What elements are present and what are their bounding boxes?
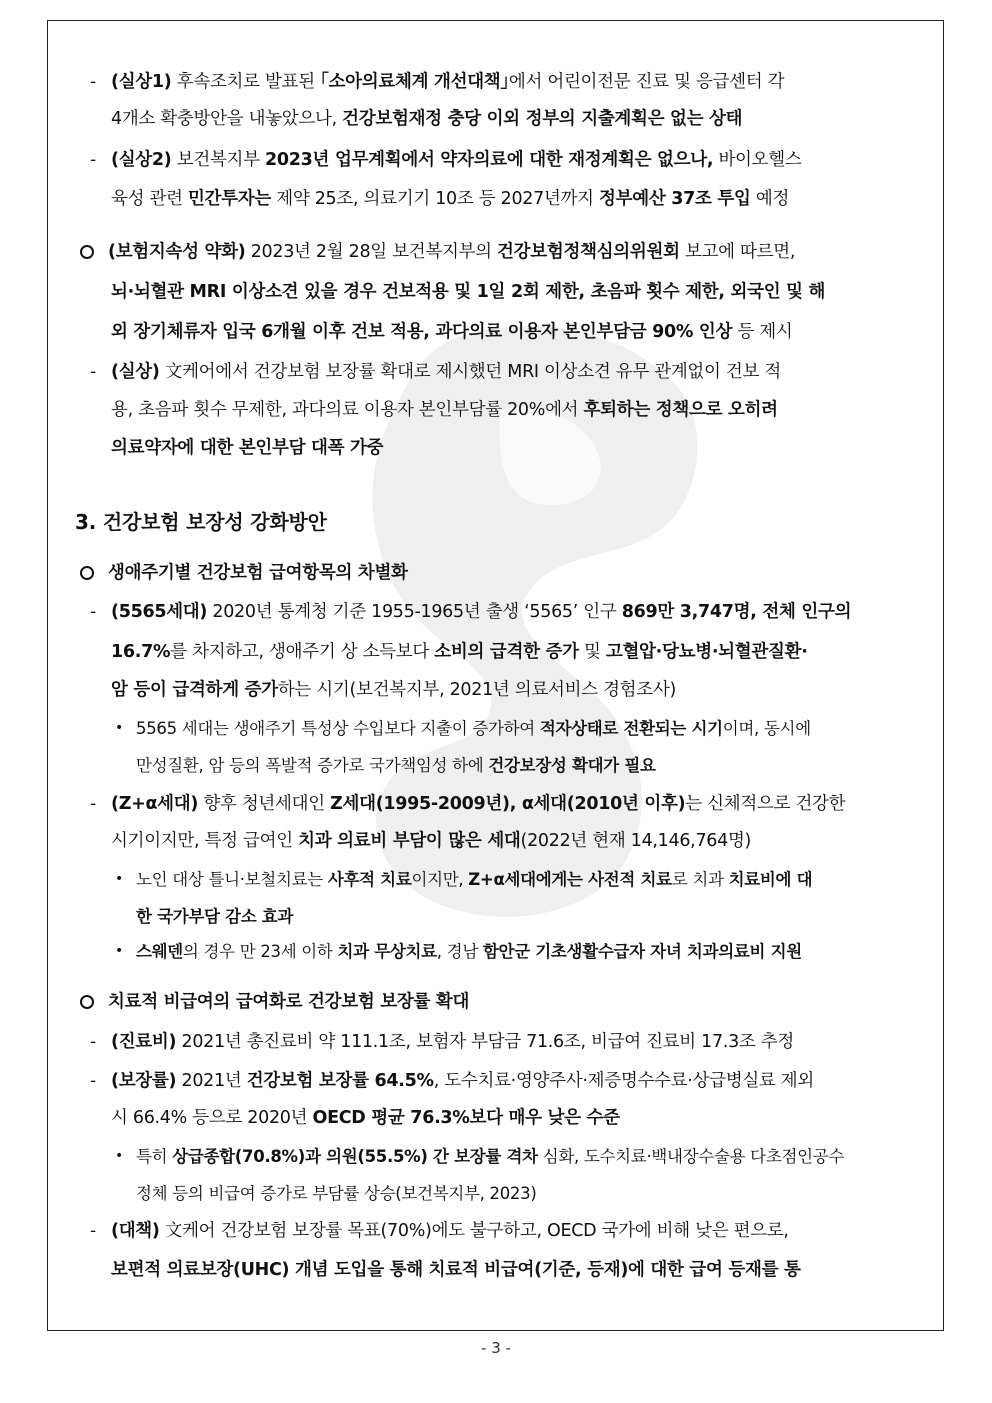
line-12 (111, 600, 851, 624)
bold-text-segment: 건강보험재정 충당 이외 정부의 지출계획은 없는 상태 (342, 109, 743, 129)
line-29 (111, 1258, 801, 1282)
bold-text-segment: 사후적 치료 (327, 870, 412, 889)
dash-marker: - (90, 794, 97, 814)
text-segment: 하는 시기(보건복지부, 2021년 의료서비스 경험조사) (277, 680, 677, 700)
bold-text-segment: 건강보험정책심의위원회 (497, 242, 680, 262)
text-segment: 4개소 확충방안을 내놓았으나, (111, 109, 343, 129)
line-4 (111, 187, 789, 211)
line-8 (111, 360, 781, 384)
bold-text-segment: 후퇴하는 정책으로 오히려 (583, 400, 778, 420)
text-segment: 향후 청년세대인 (198, 794, 331, 814)
line-7 (111, 320, 792, 344)
bold-text-segment: 16.7% (111, 642, 171, 662)
line-25 (111, 1106, 620, 1130)
text-segment: 바이오헬스 (713, 150, 802, 170)
line-11 (108, 561, 408, 585)
line-19 (136, 868, 812, 892)
bold-text-segment: (실상2) (111, 150, 172, 170)
text-segment: 후속조치로 발표된 (171, 72, 321, 92)
text-segment: 특히 (136, 1147, 173, 1166)
text-segment: 등 제시 (732, 322, 793, 342)
bold-text-segment: (실상1) (111, 72, 172, 92)
bold-text-segment: 생애주기별 건강보험 급여항목의 차별화 (108, 563, 408, 583)
text-segment: 보고에 따르면, (679, 242, 796, 262)
line-26 (136, 1145, 844, 1169)
dash-marker: - (90, 1032, 97, 1052)
text-segment: 를 차지하고, 생애주기 상 소득보다 (170, 642, 435, 662)
bold-text-segment: 고혈압·당뇨병·뇌혈관질환· (605, 642, 808, 662)
text-segment: 예정 (750, 189, 790, 209)
bullet-dot: • (115, 720, 124, 736)
bold-text-segment: 의료약자에 대한 본인부담 대폭 가중 (111, 438, 384, 458)
bold-text-segment: 한 국가부담 감소 효과 (136, 907, 294, 926)
text-segment: 시 66.4% 등으로 2020년 (111, 1108, 313, 1128)
bold-text-segment: (보험지속성 약화) (108, 242, 246, 262)
text-segment: 용, 초음파 횟수 무제한, 과다의료 이용자 본인부담률 20%에서 (111, 400, 584, 420)
text-segment: , 도수치료·영양주사·제증명수수료·상급병실료 제외 (433, 1071, 815, 1091)
bold-text-segment: 함안군 기초생활수급자 자녀 치과의료비 지원 (482, 942, 802, 961)
bold-text-segment: 스웨덴 (136, 942, 183, 961)
text-segment: 심화, 도수치료·백내장수술용 다초점인공수 (537, 1147, 845, 1166)
bold-text-segment: 적자상태로 전환되는 시기 (539, 719, 723, 738)
line-24 (111, 1069, 814, 1093)
dash-marker: - (90, 1221, 97, 1241)
line-9 (111, 398, 778, 422)
page-number: - 3 - (481, 1339, 511, 1357)
line-22 (108, 990, 469, 1014)
text-segment: 시기이지만, 특정 급여인 (111, 831, 299, 851)
text-segment: 2021년 총진료비 약 111.1조, 보험자 부담금 71.6조, 비급여 진료비 17.3조 추정 (176, 1032, 795, 1052)
circle-bullet-icon (80, 995, 94, 1009)
text-segment: 이지만, (411, 870, 469, 889)
text-segment: 이며, 동시에 (722, 719, 811, 738)
bold-text-segment: 치료적 비급여(기준, 등재)에 대한 급여 등재를 통 (428, 1260, 801, 1280)
section-heading: 3. 건강보험 보장성 강화방안 (75, 510, 327, 534)
bold-text-segment: Z+α세대에게는 사전적 치료 (468, 870, 672, 889)
dash-marker: - (90, 602, 97, 622)
bold-text-segment: 상급종합(70.8%)과 의원(55.5%) 간 보장률 격차 (172, 1147, 538, 1166)
dash-marker: - (90, 362, 97, 382)
bold-text-segment: (실상) (111, 362, 160, 382)
text-segment: 5565 세대는 생애주기 특성상 수입보다 지출이 증가하여 (136, 719, 540, 738)
bold-text-segment: 외 장기체류자 입국 6개월 이후 건보 적용, 과다의료 이용자 본인부담금 90% 인상 (111, 322, 733, 342)
text-segment: 및 (578, 642, 606, 662)
dash-marker: - (90, 72, 97, 92)
text-segment: 제약 25조, 의료기기 10조 등 2027년까지 (270, 189, 600, 209)
bold-text-segment: 치료적 비급여의 급여화로 건강보험 보장률 확대 (108, 992, 470, 1012)
bold-text-segment: 민간투자는 (187, 189, 271, 209)
text-segment: 정체 등의 비급여 증가로 부담률 상승(보건복지부, 2023) (136, 1184, 537, 1203)
bold-text-segment: 건강보험 보장률 64.5% (246, 1071, 434, 1091)
bold-text-segment: 정부예산 37조 투입 (599, 189, 751, 209)
bold-text-segment: 뇌·뇌혈관 MRI 이상소견 있을 경우 건보적용 및 1일 2회 제한, 초음파 횟수 제한, 외국인 및 해 (111, 282, 826, 302)
bold-text-segment: 소비의 급격한 증가 (434, 642, 579, 662)
line-3 (111, 148, 801, 172)
text-segment: , 경남 (436, 942, 483, 961)
line-20 (136, 905, 293, 929)
line-27 (136, 1182, 536, 1206)
text-segment: 에서 어린이전문 진료 및 응급센터 각 (508, 72, 785, 92)
text-segment: 만성질환, 암 등의 폭발적 증가로 국가책임성 하에 (136, 756, 489, 775)
bold-text-segment: Z세대(1995-2009년), α세대(2010년 이후) (330, 794, 686, 814)
text-segment: 2023년 2월 28일 보건복지부의 (245, 242, 498, 262)
bold-text-segment: 치과 의료비 부담이 많은 세대 (298, 831, 521, 851)
bold-text-segment: 보편적 의료보장(UHC) 개념 도입을 통해 (111, 1260, 429, 1280)
bold-text-segment: OECD 평균 76.3%보다 매우 낮은 수준 (312, 1108, 620, 1128)
line-15 (136, 717, 811, 741)
bullet-dot: • (115, 871, 124, 887)
line-16 (136, 754, 656, 778)
text-segment: 로 치과 (671, 870, 729, 889)
circle-bullet-icon (80, 566, 94, 580)
line-23 (111, 1030, 794, 1054)
line-17 (111, 792, 845, 816)
bold-text-segment: 869만 3,747명, 전체 인구의 (621, 602, 852, 622)
bold-text-segment: (5565세대) (111, 602, 208, 622)
dash-marker: - (90, 1071, 97, 1091)
bullet-dot: • (115, 943, 124, 959)
text-segment: 文케어 건강보험 보장률 목표(70%)에도 불구하고, OECD 국가에 비해 낮은 편으로, (159, 1221, 789, 1241)
line-10 (111, 436, 383, 460)
text-segment: 文케어에서 건강보험 보장률 확대로 제시했던 MRI 이상소견 유무 관계없이 건보 적 (159, 362, 781, 382)
bold-text-segment: 건강보장성 확대가 필요 (488, 756, 656, 775)
bold-text-segment: (Z+α세대) (111, 794, 199, 814)
dash-marker: - (90, 150, 97, 170)
bold-text-segment: 치료비에 대 (728, 870, 813, 889)
line-13 (111, 640, 808, 664)
bullet-dot: • (115, 1148, 124, 1164)
line-28 (111, 1219, 789, 1243)
bold-text-segment: 2023년 업무계획에서 약자의료에 대한 재정계획은 없으나, (265, 150, 714, 170)
bold-text-segment: (보장률) (111, 1071, 177, 1091)
line-2 (111, 107, 742, 131)
line-14 (111, 678, 676, 702)
text-segment: 2021년 (176, 1071, 247, 1091)
text-segment: 보건복지부 (171, 150, 266, 170)
text-segment: 2020년 통계청 기준 1955-1965년 출생 ‘5565’ 인구 (207, 602, 622, 622)
text-segment: 의 경우 만 23세 이하 (182, 942, 338, 961)
line-21 (136, 940, 802, 964)
bold-text-segment: (진료비) (111, 1032, 177, 1052)
circle-bullet-icon (80, 245, 94, 259)
bold-text-segment: 치과 무상치료 (337, 942, 437, 961)
bold-text-segment: 암 등이 급격하게 증가 (111, 680, 278, 700)
text-segment: 육성 관련 (111, 189, 188, 209)
line-1 (111, 70, 784, 94)
bold-text-segment: (대책) (111, 1221, 160, 1241)
text-segment: (2022년 현재 14,146,764명) (520, 831, 752, 851)
line-18 (111, 829, 751, 853)
line-6 (111, 280, 825, 304)
text-segment: 는 신체적으로 건강한 (685, 794, 846, 814)
line-5 (108, 240, 795, 264)
text-segment: 노인 대상 틀니·보철치료는 (136, 870, 328, 889)
bold-text-segment: ｢소아의료체계 개선대책｣ (320, 72, 509, 92)
